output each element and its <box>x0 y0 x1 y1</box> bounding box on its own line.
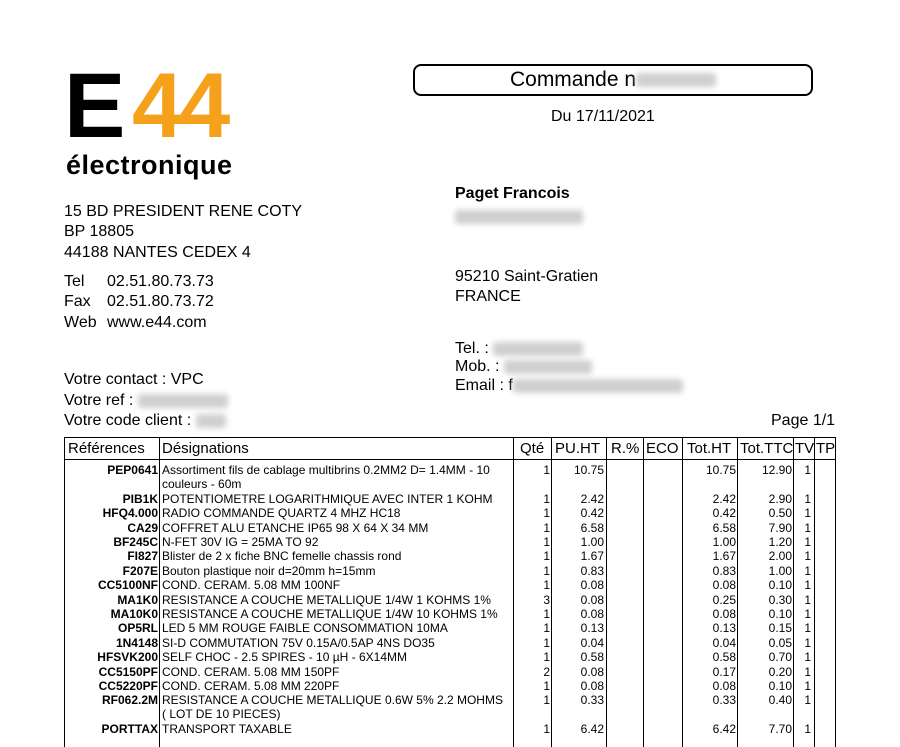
cell-tot-ttc: 0.05 <box>768 635 792 650</box>
cell-tot-ht: 0.58 <box>712 650 736 665</box>
cell-tot-ht: 0.08 <box>712 578 736 593</box>
cell-tot-ht: 2.42 <box>712 491 736 506</box>
company-address-line-1: 15 BD PRESIDENT RENE COTY <box>64 203 302 220</box>
customer-name: Paget Francois <box>455 185 570 202</box>
cell-tot-ttc: 0.70 <box>768 650 792 665</box>
customer-email-label: Email : f <box>455 377 513 394</box>
cell-tot-ttc: 0.30 <box>768 592 792 607</box>
tel-label: Tel <box>64 273 85 290</box>
header-eco: ECO <box>646 440 679 457</box>
client-code-label: Votre code client : <box>64 412 192 429</box>
cell-tv: 1 <box>804 621 811 636</box>
header-tp: TP <box>816 440 836 457</box>
table-row <box>65 549 837 563</box>
table-row <box>65 693 837 722</box>
header-references: Références <box>68 440 145 457</box>
cell-tot-ttc: 1.00 <box>768 563 792 578</box>
order-lines-table <box>64 437 836 747</box>
cell-tv: 1 <box>804 520 811 535</box>
header-tot-ht: Tot.HT <box>687 440 732 457</box>
customer-mob <box>455 358 592 376</box>
cell-qty: 1 <box>543 549 550 564</box>
cell-reference: HFSVK200 <box>97 650 158 665</box>
cell-designation: COFFRET ALU ETANCHE IP65 98 X 64 X 34 MM <box>162 520 429 535</box>
header-qty: Qté <box>520 440 545 457</box>
cell-pu-ht: 6.58 <box>580 520 604 535</box>
order-title-box <box>413 64 813 96</box>
cell-designation: COND. CERAM. 5.08 MM 220PF <box>162 679 340 693</box>
cell-tot-ttc: 7.90 <box>768 520 792 535</box>
table-row <box>65 636 837 650</box>
cell-qty: 1 <box>543 621 550 636</box>
contact-line: Votre contact : VPC <box>64 371 204 388</box>
cell-tot-ht: 0.83 <box>712 563 736 578</box>
table-row <box>65 650 837 664</box>
cell-designation: TRANSPORT TAXABLE <box>162 722 292 737</box>
company-logo <box>64 55 264 190</box>
table-row <box>65 679 837 693</box>
cell-designation: SI-D COMMUTATION 75V 0.15A/0.5AP 4NS DO35 <box>162 635 435 650</box>
cell-tv: 1 <box>804 592 811 607</box>
table-row <box>65 492 837 506</box>
cell-reference: HFQ4.000 <box>102 506 158 521</box>
cell-reference: CC5150PF <box>98 664 158 679</box>
web-value: www.e44.com <box>107 314 207 331</box>
cell-reference: PEP0641 <box>107 463 158 477</box>
customer-mob-label: Mob. : <box>455 358 500 375</box>
customer-tel <box>455 340 583 358</box>
header-tot-ttc: Tot.TTC <box>740 440 794 457</box>
cell-tot-ht: 0.08 <box>712 607 736 621</box>
cell-tot-ttc: 0.50 <box>768 506 792 521</box>
customer-country: FRANCE <box>455 288 521 305</box>
cell-pu-ht: 0.04 <box>580 635 604 650</box>
header-pu-ht: PU.HT <box>555 440 600 457</box>
cell-reference: PIB1K <box>122 491 158 506</box>
cell-tot-ht: 0.17 <box>712 664 736 679</box>
cell-designation: POTENTIOMETRE LOGARITHMIQUE AVEC INTER 1 KOHM <box>162 491 493 506</box>
cell-tv: 1 <box>804 549 811 564</box>
cell-designation: COND. CERAM. 5.08 MM 100NF <box>162 578 341 593</box>
cell-pu-ht: 0.08 <box>580 592 604 607</box>
cell-pu-ht: 0.42 <box>580 506 604 521</box>
cell-tot-ttc: 0.10 <box>768 607 792 621</box>
company-address-line-2: BP 18805 <box>64 223 134 240</box>
fax-value: 02.51.80.73.72 <box>107 293 214 310</box>
cell-pu-ht: 0.13 <box>580 621 604 636</box>
ref-label: Votre ref : <box>64 392 134 409</box>
order-date: Du 17/11/2021 <box>551 108 655 125</box>
cell-qty: 1 <box>543 650 550 665</box>
cell-designation: Bouton plastique noir d=20mm h=15mm <box>162 563 376 578</box>
cell-designation: Blister de 2 x fiche BNC femelle chassis rond <box>162 549 402 564</box>
table-row <box>65 535 837 549</box>
header-tv: TV <box>795 440 815 457</box>
customer-tel-label: Tel. : <box>455 340 489 357</box>
cell-pu-ht: 0.08 <box>580 607 604 621</box>
cell-reference: CA29 <box>127 520 158 535</box>
fax-label: Fax <box>64 293 91 310</box>
cell-designation: RESISTANCE A COUCHE METALLIQUE 1/4W 10 KOHMS 1% <box>162 607 498 621</box>
table-row <box>65 578 837 592</box>
cell-tot-ht: 1.00 <box>712 535 736 549</box>
customer-city: 95210 Saint-Gratien <box>455 268 599 285</box>
cell-pu-ht: 0.58 <box>580 650 604 665</box>
cell-qty: 1 <box>543 520 550 535</box>
cell-tot-ttc: 2.00 <box>768 549 792 564</box>
cell-tot-ht: 0.33 <box>712 693 736 708</box>
cell-tot-ttc: 0.10 <box>768 679 792 693</box>
table-row <box>65 593 837 607</box>
cell-tot-ht: 10.75 <box>705 463 736 477</box>
cell-qty: 1 <box>543 679 550 693</box>
cell-designation: RADIO COMMANDE QUARTZ 4 MHZ HC18 <box>162 506 401 521</box>
cell-tot-ttc: 7.70 <box>768 722 792 737</box>
order-number-redacted <box>636 73 716 87</box>
cell-reference: 1N4148 <box>115 635 158 650</box>
cell-qty: 1 <box>543 635 550 650</box>
table-row <box>65 607 837 621</box>
cell-tot-ht: 6.58 <box>712 520 736 535</box>
cell-tot-ttc: 0.20 <box>768 664 792 679</box>
cell-tot-ht: 0.08 <box>712 679 736 693</box>
table-row <box>65 665 837 679</box>
cell-tot-ttc: 0.10 <box>768 578 792 593</box>
cell-designation: SELF CHOC - 2.5 SPIRES - 10 µH - 6X14MM <box>162 650 407 665</box>
cell-qty: 1 <box>543 722 550 737</box>
cell-pu-ht: 0.08 <box>580 578 604 593</box>
table-row <box>65 463 837 492</box>
cell-pu-ht: 0.33 <box>580 693 604 708</box>
tel-value: 02.51.80.73.73 <box>107 273 214 290</box>
cell-tv: 1 <box>804 664 811 679</box>
cell-tv: 1 <box>804 563 811 578</box>
cell-qty: 1 <box>543 693 550 708</box>
cell-tot-ttc: 1.20 <box>768 535 792 549</box>
cell-reference: CC5100NF <box>97 578 158 593</box>
cell-tv: 1 <box>804 635 811 650</box>
cell-pu-ht: 2.42 <box>580 491 604 506</box>
cell-designation: N-FET 30V IG = 25MA TO 92 <box>162 535 319 549</box>
cell-reference: CC5220PF <box>98 679 158 693</box>
ref-line <box>64 392 228 410</box>
cell-tv: 1 <box>804 491 811 506</box>
cell-tot-ht: 0.04 <box>712 635 736 650</box>
cell-reference: BF245C <box>113 535 158 549</box>
cell-designation: Assortiment fils de cablage multibrins 0.2MM2 D= 1.4MM - 10 couleurs - 60m <box>162 463 490 491</box>
order-title: Commande n <box>509 68 637 91</box>
cell-pu-ht: 10.75 <box>573 463 604 477</box>
cell-tv: 1 <box>804 722 811 737</box>
cell-tot-ttc: 0.40 <box>768 693 792 708</box>
cell-qty: 3 <box>543 592 550 607</box>
cell-pu-ht: 1.00 <box>580 535 604 549</box>
page-number: Page 1/1 <box>771 412 836 429</box>
table-row <box>65 521 837 535</box>
cell-reference: PORTTAX <box>101 722 158 737</box>
cell-tot-ttc: 2.90 <box>768 491 792 506</box>
cell-tot-ttc: 12.90 <box>761 463 792 477</box>
table-row <box>65 564 837 578</box>
cell-reference: RF062.2M <box>101 693 158 708</box>
cell-pu-ht: 0.08 <box>580 664 604 679</box>
cell-qty: 1 <box>543 535 550 549</box>
logo-mark-e: E <box>64 55 124 157</box>
table-row <box>65 722 837 736</box>
cell-pu-ht: 1.67 <box>580 549 604 564</box>
cell-tv: 1 <box>804 693 811 708</box>
cell-tv: 1 <box>804 578 811 593</box>
cell-tot-ht: 1.67 <box>712 549 736 564</box>
cell-qty: 2 <box>543 664 550 679</box>
cell-designation: COND. CERAM. 5.08 MM 150PF <box>162 664 340 679</box>
table-row <box>65 621 837 635</box>
cell-tv: 1 <box>804 607 811 621</box>
header-designations: Désignations <box>162 440 249 457</box>
cell-designation: RESISTANCE A COUCHE METALLIQUE 0.6W 5% 2.2 MOHMS ( LOT DE 10 PIECES) <box>162 693 503 722</box>
cell-tot-ht: 0.42 <box>712 506 736 521</box>
cell-reference: MA1K0 <box>117 592 158 607</box>
cell-tot-ht: 6.42 <box>712 722 736 737</box>
cell-reference: FI827 <box>127 549 158 564</box>
cell-pu-ht: 6.42 <box>580 722 604 737</box>
company-address-line-3: 44188 NANTES CEDEX 4 <box>64 244 251 261</box>
cell-tot-ht: 0.25 <box>712 592 736 607</box>
cell-reference: F207E <box>122 563 158 578</box>
logo-mark-44: 44 <box>132 55 227 157</box>
cell-qty: 1 <box>543 578 550 593</box>
web-label: Web <box>64 314 97 331</box>
logo-subtitle: électronique <box>66 150 233 180</box>
customer-street-redacted <box>455 208 583 226</box>
cell-designation: RESISTANCE A COUCHE METALLIQUE 1/4W 1 KOHMS 1% <box>162 592 491 607</box>
cell-qty: 1 <box>543 563 550 578</box>
cell-qty: 1 <box>543 463 550 477</box>
cell-reference: OP5RL <box>117 621 158 636</box>
header-divider <box>65 459 835 460</box>
cell-tv: 1 <box>804 679 811 693</box>
cell-designation: LED 5 MM ROUGE FAIBLE CONSOMMATION 10MA <box>162 621 448 636</box>
header-remise: R.% <box>611 440 640 457</box>
cell-tv: 1 <box>804 463 811 477</box>
cell-qty: 1 <box>543 491 550 506</box>
cell-qty: 1 <box>543 607 550 621</box>
cell-reference: MA10K0 <box>110 607 158 621</box>
table-row <box>65 506 837 520</box>
client-code-line <box>64 412 226 430</box>
cell-tot-ht: 0.13 <box>712 621 736 636</box>
cell-pu-ht: 0.83 <box>580 563 604 578</box>
cell-tv: 1 <box>804 650 811 665</box>
cell-qty: 1 <box>543 506 550 521</box>
cell-tv: 1 <box>804 506 811 521</box>
customer-email <box>455 377 683 395</box>
cell-tv: 1 <box>804 535 811 549</box>
cell-pu-ht: 0.08 <box>580 679 604 693</box>
cell-tot-ttc: 0.15 <box>768 621 792 636</box>
